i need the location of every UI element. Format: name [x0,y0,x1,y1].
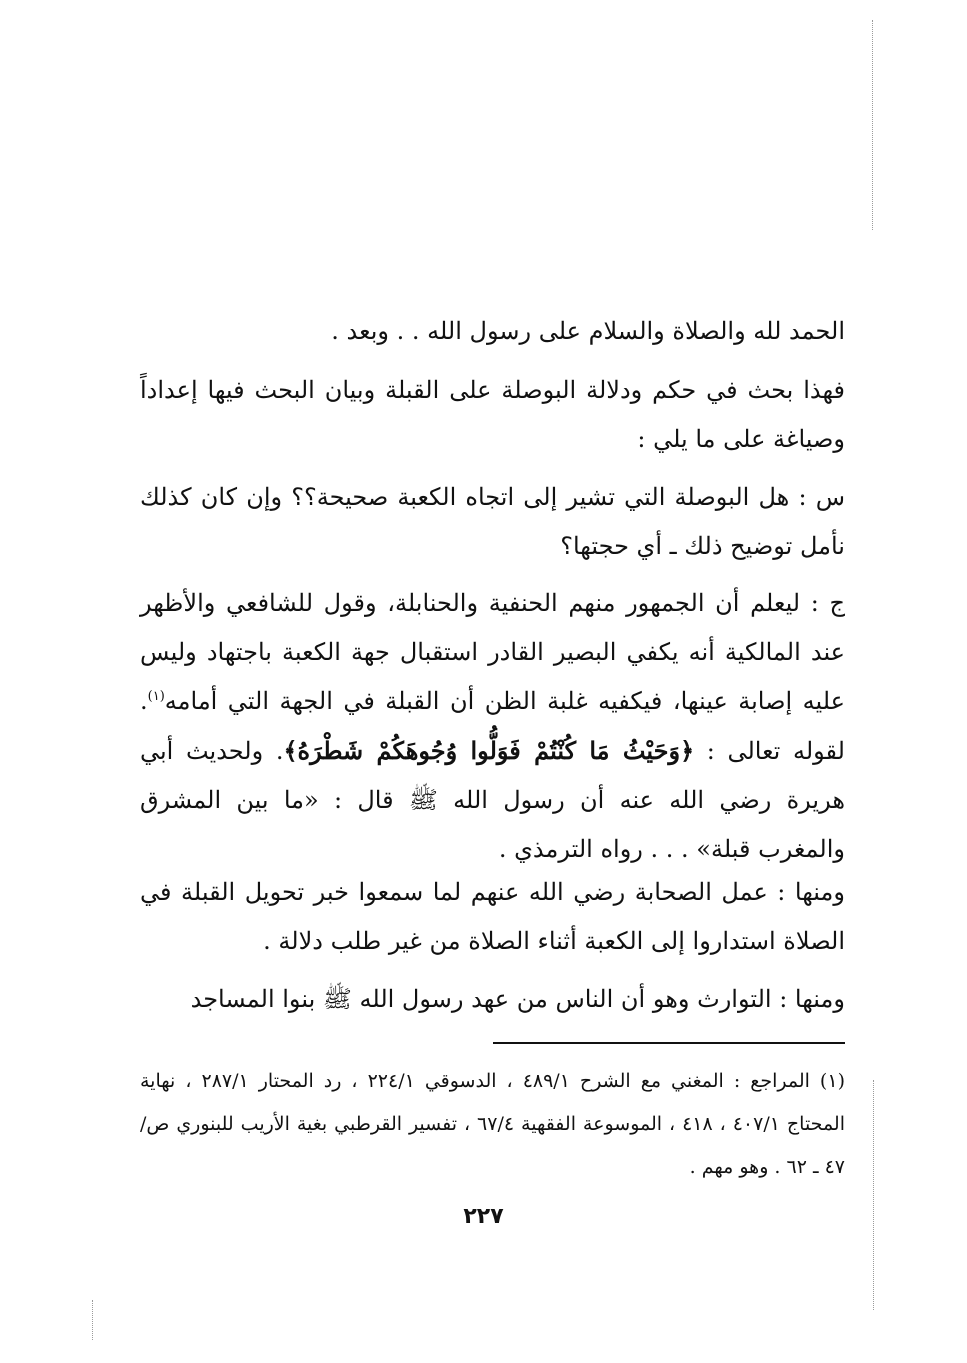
paragraph-companions [140,868,845,966]
paragraph-question [140,473,845,571]
paragraph-answer [140,579,845,874]
paragraph-text: فهذا بحث في حكم ودلالة البوصلة على القبلة وبيان البحث فيها إعداداً وصياغة على ما يلي : [140,376,845,453]
paragraph-text: ومنها : عمل الصحابة رضي الله عنهم لما سمعوا خبر تحويل القبلة في الصلاة استداروا إلى الكعبة أثناء الصلاة من غير طلب دلالة . [140,878,845,955]
paragraph-text: س : هل البوصلة التي تشير إلى اتجاه الكعبة صحيحة؟؟ وإن كان كذلك نأمل توضيح ذلك ـ أي حجتها؟ [140,483,845,560]
footnote-divider [493,1042,845,1044]
paragraph-text: ومنها : التوارث وهو أن الناس من عهد رسول الله ﷺ بنوا المساجد [190,985,845,1013]
quran-verse: ﴿وَحَيْثُ مَا كُنْتُمْ فَوَلُّوا وُجُوهَكُمْ شَطْرَهُ﴾ [283,736,695,765]
answer-text-part-1: ج : ليعلم أن الجمهور منهم الحنفية والحنابلة، وقول للشافعي والأظهر عند المالكية أنه يكفي البصير القادر استقبال جهة الكعبة باجتهاد وليس عليه إصابة عينها، فيكفيه غلبة الظن أن القبلة في الجهة التي أمامه [140,589,845,715]
opening-line [140,307,845,356]
paragraph-text [140,579,845,874]
answer-text-part-3: . ولحديث أبي هريرة رضي الله عنه أن رسول الله ﷺ قال : «ما بين المشرق والمغرب قبلة» . . . رواه الترمذي . [140,737,845,863]
opening-text: الحمد لله والصلاة والسلام على رسول الله . . وبعد . [331,317,845,345]
paragraph-tradition [140,975,845,1024]
footnote-text: (١) المراجع : المغني مع الشرح ٤٨٩/١ ، الدسوقي ٢٢٤/١ ، رد المحتار ٢٨٧/١ ، نهاية المحتاج ٤٠٧/١ ، ٤١٨ ، الموسوعة الفقهية ٦٧/٤ ، تفسير القرطبي بغية الأريب للبنوري ص/٤٧ ـ ٦٢ . وهو مهم . [140,1070,845,1178]
answer-text-part-2: . لقوله تعالى : [140,687,845,765]
footnote-reference: (١) [147,689,165,704]
scan-edge-mark [872,20,874,230]
footnotes [140,1060,845,1189]
scan-edge-mark [873,1080,875,1310]
paragraph-introduction [140,366,845,464]
scan-edge-mark [92,1300,94,1340]
page-number: ٢٢٧ [463,1204,504,1229]
